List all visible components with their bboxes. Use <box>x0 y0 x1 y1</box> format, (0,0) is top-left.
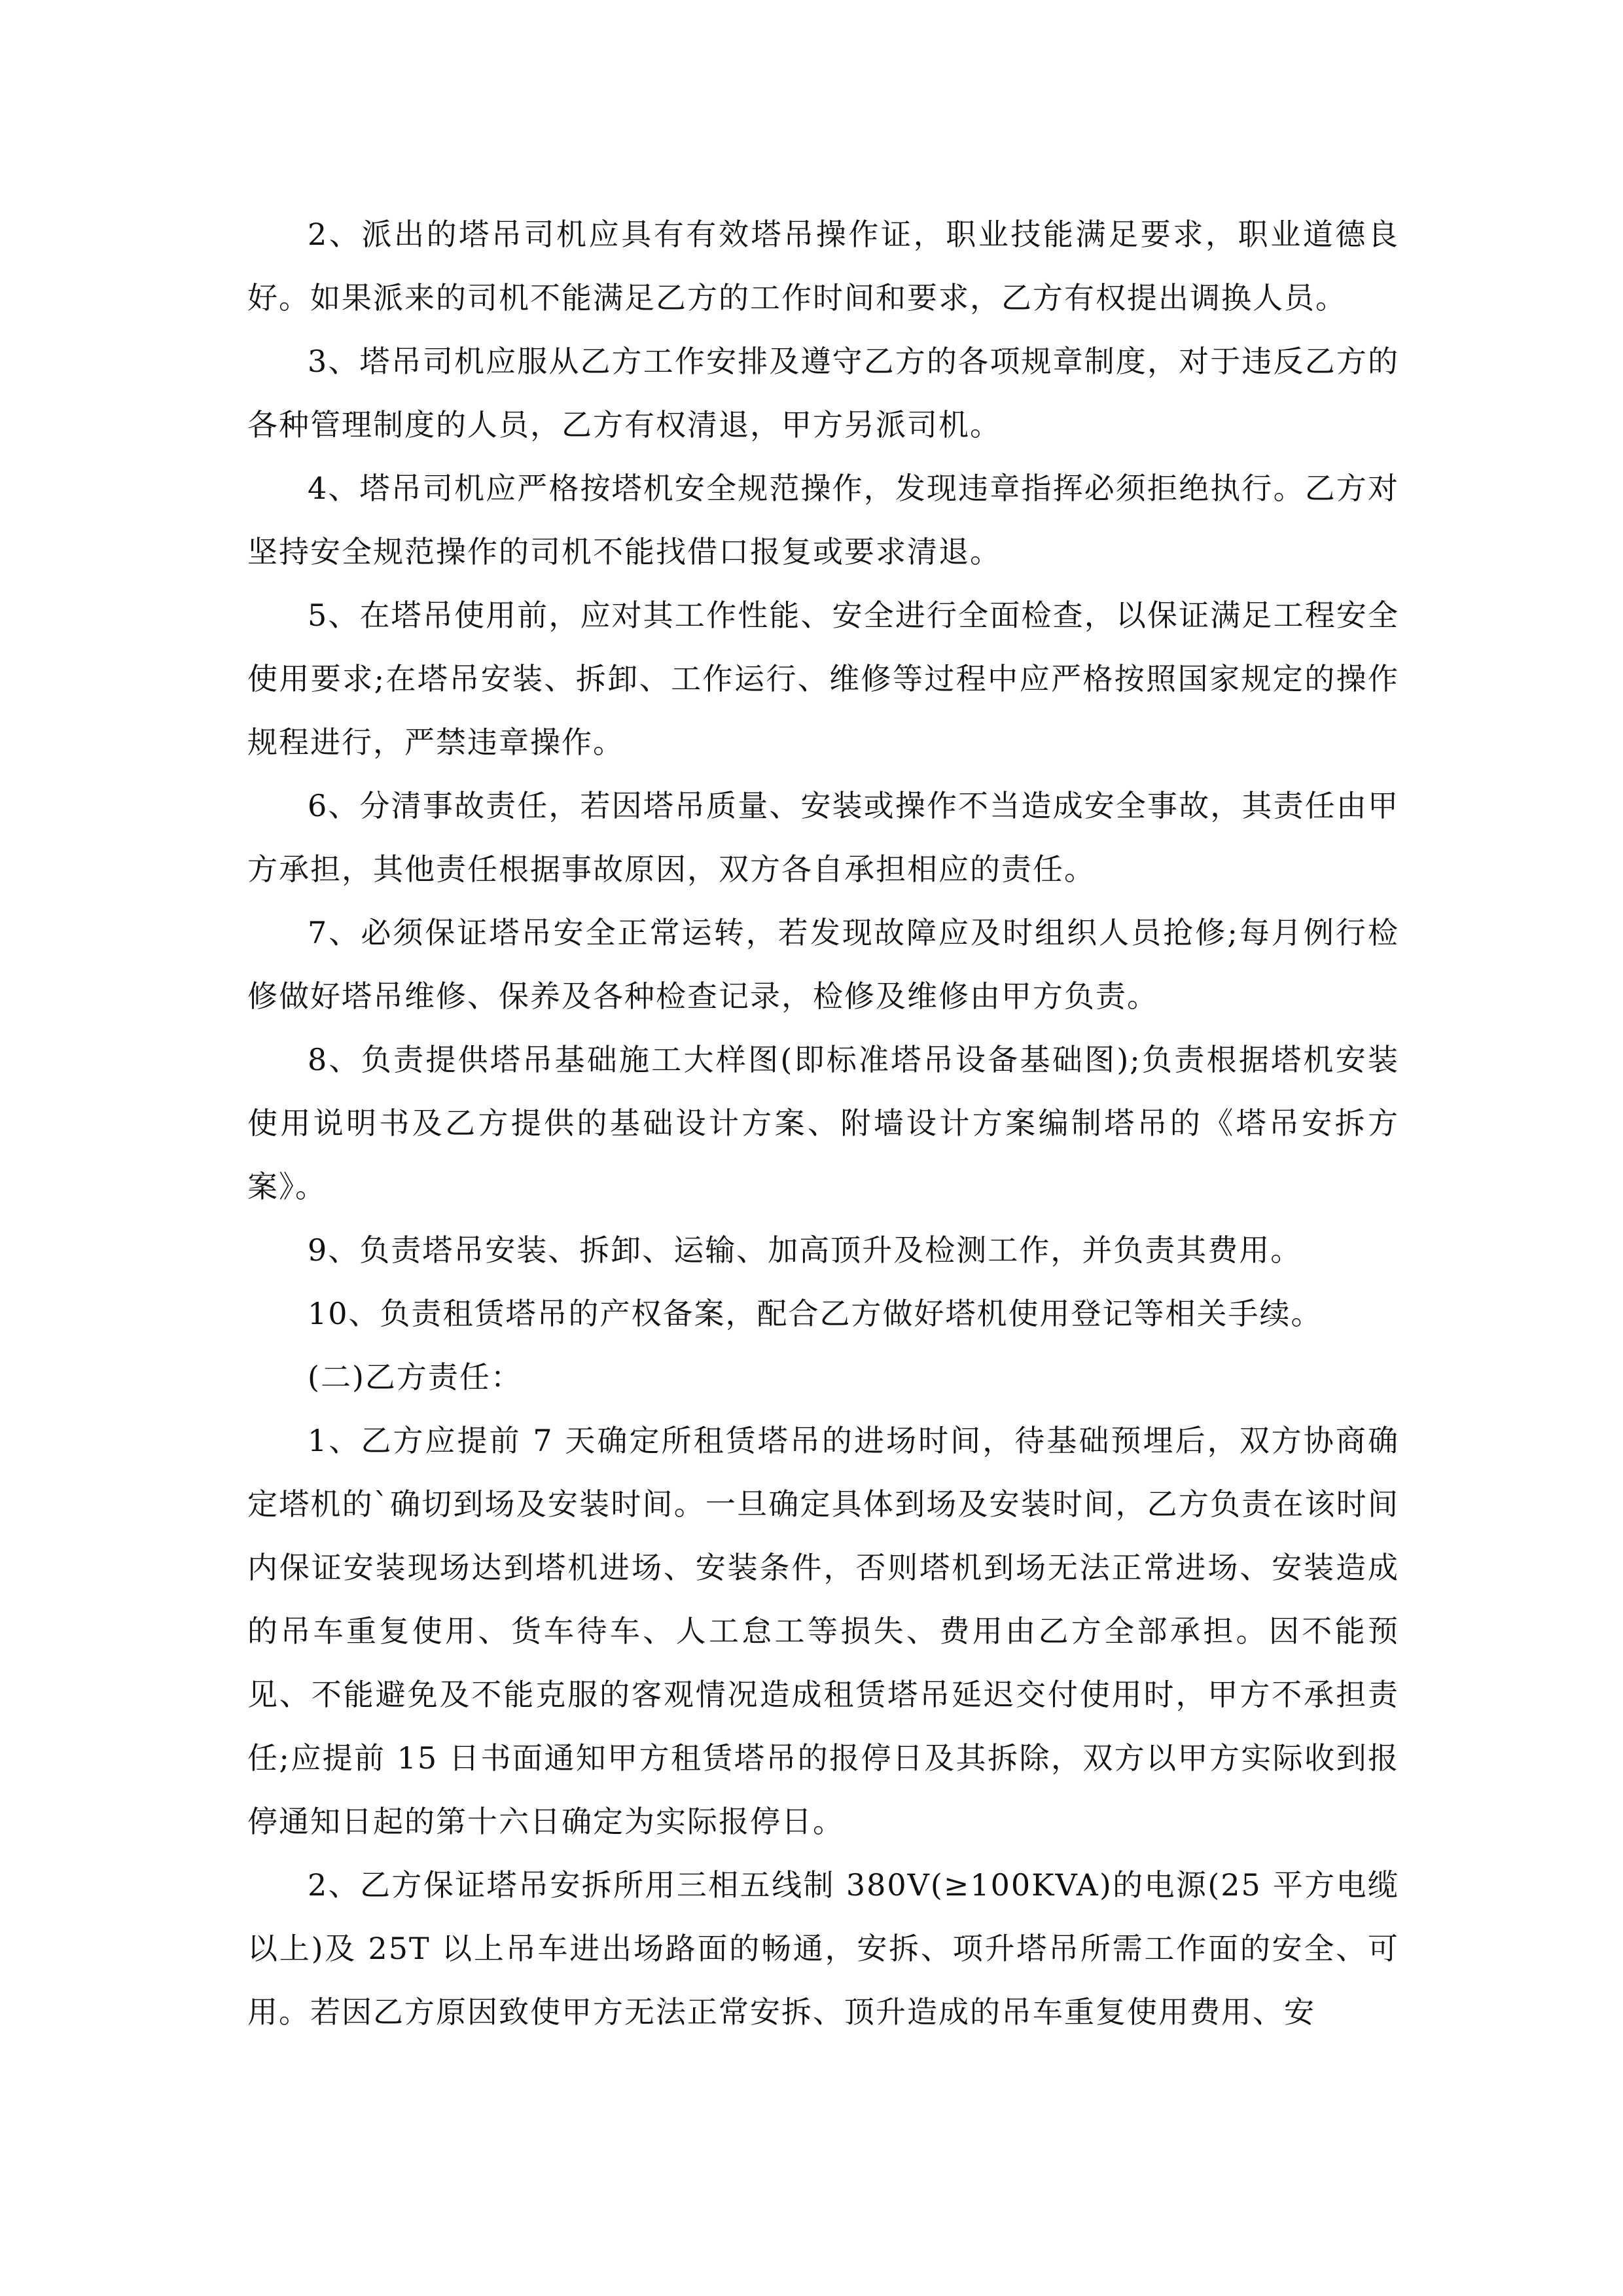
clause-paragraph: 8、负责提供塔吊基础施工大样图(即标准塔吊设备基础图);负责根据塔机安装使用说明书及乙方提供的基础设计方案、附墙设计方案编制塔吊的《塔吊安拆方案》。 <box>247 1042 1399 1204</box>
clause-paragraph: 5、在塔吊使用前，应对其工作性能、安全进行全面检查，以保证满足工程安全使用要求;在塔吊安装、拆卸、工作运行、维修等过程中应严格按照国家规定的操作规程进行，严禁违章操作。 <box>247 598 1399 760</box>
clause-paragraph: 2、乙方保证塔吊安拆所用三相五线制 380V(≥100KVA)的电源(25 平方电缆以上)及 25T 以上吊车进出场路面的畅通，安拆、项升塔吊所需工作面的安全、可用。若因乙方原因致使甲方无法正常安拆、顶升造成的吊车重复使用费用、安 <box>247 1867 1399 2030</box>
clause-paragraph: 6、分清事故责任，若因塔吊质量、安装或操作不当造成安全事故，其责任由甲方承担，其他责任根据事故原因，双方各自承担相应的责任。 <box>247 788 1399 887</box>
clause-paragraph: 4、塔吊司机应严格按塔机安全规范操作，发现违章指挥必须拒绝执行。乙方对坚持安全规范操作的司机不能找借口报复或要求清退。 <box>247 471 1399 569</box>
clause-paragraph: 3、塔吊司机应服从乙方工作安排及遵守乙方的各项规章制度，对于违反乙方的各种管理制度的人员，乙方有权清退，甲方另派司机。 <box>247 344 1399 442</box>
clause-paragraph: 2、派出的塔吊司机应具有有效塔吊操作证，职业技能满足要求，职业道德良好。如果派来的司机不能满足乙方的工作时间和要求，乙方有权提出调换人员。 <box>247 217 1399 315</box>
document-body <box>247 203 1399 2044</box>
section-heading: (二)乙方责任： <box>308 1359 522 1395</box>
clause-paragraph: 7、必须保证塔吊安全正常运转，若发现故障应及时组织人员抢修;每月例行检修做好塔吊维修、保养及各种检查记录，检修及维修由甲方负责。 <box>247 915 1399 1014</box>
clause-paragraph: 1、乙方应提前 7 天确定所租赁塔吊的进场时间，待基础预埋后，双方协商确定塔机的`确切到场及安装时间。一旦确定具体到场及安装时间，乙方负责在该时间内保证安装现场达到塔机进场、安装条件，否则塔机到场无法正常进场、安装造成的吊车重复使用、货车待车、人工怠工等损失、费用由乙方全部承担。因不能预见、不能避免及不能克服的客观情况造成租赁塔吊延迟交付使用时，甲方不承担责任;应提前 15 日书面通知甲方租赁塔吊的报停日及其拆除，双方以甲方实际收到报停通知日起的第十六日确定为实际报停日。 <box>247 1423 1399 1839</box>
clause-paragraph: 10、负责租赁塔吊的产权备案，配合乙方做好塔机使用登记等相关手续。 <box>308 1296 1323 1331</box>
clause-paragraph: 9、负责塔吊安装、拆卸、运输、加高顶升及检测工作，并负责其费用。 <box>308 1232 1302 1268</box>
